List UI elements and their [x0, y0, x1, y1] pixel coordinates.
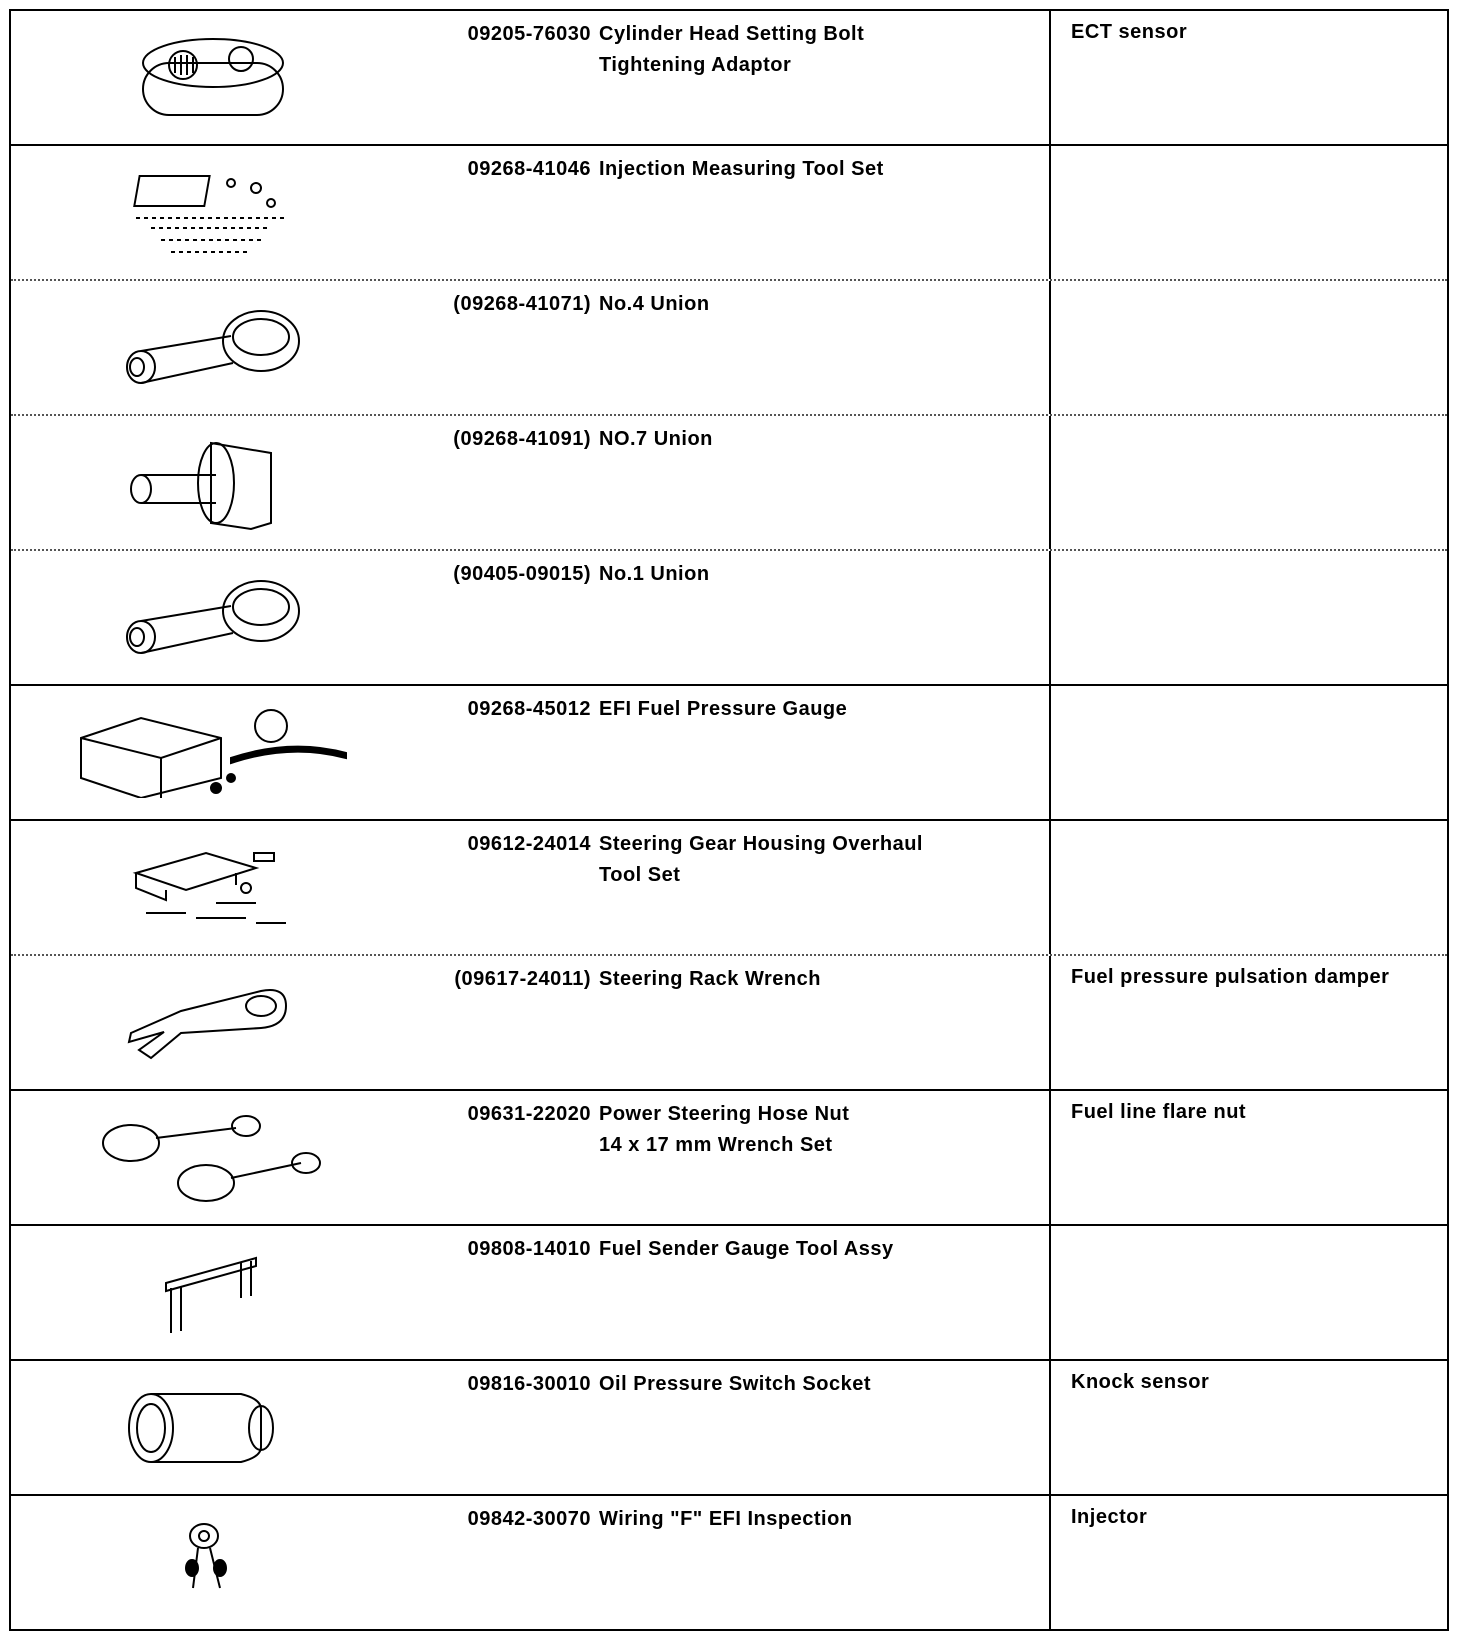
tool-name-line: No.1 Union	[599, 563, 710, 585]
table-row	[11, 1226, 1447, 1361]
tool-name-line: Tool Set	[599, 864, 681, 886]
tool-name	[599, 1369, 1039, 1400]
table-row	[11, 686, 1447, 821]
tool-name-line: NO.7 Union	[599, 428, 713, 450]
note-cell	[1049, 11, 1449, 144]
tool-name-line: Wiring "F" EFI Inspection	[599, 1508, 853, 1530]
table-row	[11, 1496, 1447, 1631]
tool-name-line: Cylinder Head Setting Bolt	[599, 23, 865, 45]
part-number: (09268-41091)	[453, 428, 591, 450]
note-cell	[1049, 551, 1449, 684]
table-row	[11, 1361, 1447, 1496]
flare-wrench-icon	[11, 1091, 411, 1224]
note-text: Fuel pressure pulsation damper	[1071, 966, 1390, 988]
tool-name	[599, 154, 1039, 185]
part-number: 09205-76030	[467, 23, 591, 45]
union-icon	[11, 551, 411, 684]
note-cell	[1049, 1091, 1449, 1224]
table-row	[11, 146, 1447, 281]
tool-name-line: 14 x 17 mm Wrench Set	[599, 1134, 833, 1156]
tool-name-line: Oil Pressure Switch Socket	[599, 1373, 871, 1395]
part-number: 09842-30070	[467, 1508, 591, 1530]
rack-wrench-icon	[11, 956, 411, 1089]
table-row	[11, 821, 1447, 956]
tool-set-icon	[11, 146, 411, 279]
part-number: (09617-24011)	[454, 968, 591, 990]
table-row	[11, 416, 1447, 551]
union-icon	[11, 281, 411, 414]
part-number: (09268-41071)	[453, 293, 591, 315]
tool-set-icon	[11, 821, 411, 954]
part-number: 09808-14010	[467, 1238, 591, 1260]
adaptor-icon	[11, 11, 411, 144]
part-number: 09612-24014	[467, 833, 591, 855]
note-cell	[1049, 821, 1449, 954]
special-tools-table	[9, 9, 1449, 1631]
tool-name-line: Steering Gear Housing Overhaul	[599, 833, 923, 855]
note-text: Injector	[1071, 1506, 1148, 1528]
gauge-kit-icon	[11, 686, 411, 819]
table-row	[11, 11, 1447, 146]
flange-union-icon	[11, 416, 411, 549]
note-cell	[1049, 1496, 1449, 1629]
note-text: Knock sensor	[1071, 1371, 1210, 1393]
tool-name	[599, 559, 1039, 590]
note-cell	[1049, 416, 1449, 549]
table-row	[11, 1091, 1447, 1226]
table-row	[11, 551, 1447, 686]
tool-name-line: Injection Measuring Tool Set	[599, 158, 884, 180]
part-number: 09268-45012	[467, 698, 591, 720]
tool-name	[599, 19, 1039, 81]
tool-name	[599, 289, 1039, 320]
tool-name-line: Tightening Adaptor	[599, 54, 792, 76]
tool-name	[599, 1504, 1039, 1535]
gauge-tool-icon	[11, 1226, 411, 1359]
tool-name-line: No.4 Union	[599, 293, 710, 315]
tool-name	[599, 829, 1039, 891]
tool-name-line: Fuel Sender Gauge Tool Assy	[599, 1238, 894, 1260]
note-cell	[1049, 686, 1449, 819]
note-cell	[1049, 1361, 1449, 1494]
tool-name	[599, 964, 1039, 995]
tool-name-line: EFI Fuel Pressure Gauge	[599, 698, 848, 720]
note-text: Fuel line flare nut	[1071, 1101, 1247, 1123]
tool-name-line: Steering Rack Wrench	[599, 968, 821, 990]
part-number: 09268-41046	[467, 158, 591, 180]
part-number: 09816-30010	[467, 1373, 591, 1395]
table-row	[11, 281, 1447, 416]
tool-name	[599, 424, 1039, 455]
part-number: 09631-22020	[467, 1103, 591, 1125]
wiring-icon	[11, 1496, 411, 1629]
tool-name	[599, 1099, 1039, 1161]
note-cell	[1049, 146, 1449, 279]
note-cell	[1049, 281, 1449, 414]
note-cell	[1049, 956, 1449, 1089]
note-cell	[1049, 1226, 1449, 1359]
tool-name	[599, 1234, 1039, 1265]
part-number: (90405-09015)	[453, 563, 591, 585]
table-row	[11, 956, 1447, 1091]
socket-icon	[11, 1361, 411, 1494]
tool-name-line: Power Steering Hose Nut	[599, 1103, 850, 1125]
tool-name	[599, 694, 1039, 725]
note-text: ECT sensor	[1071, 21, 1188, 43]
